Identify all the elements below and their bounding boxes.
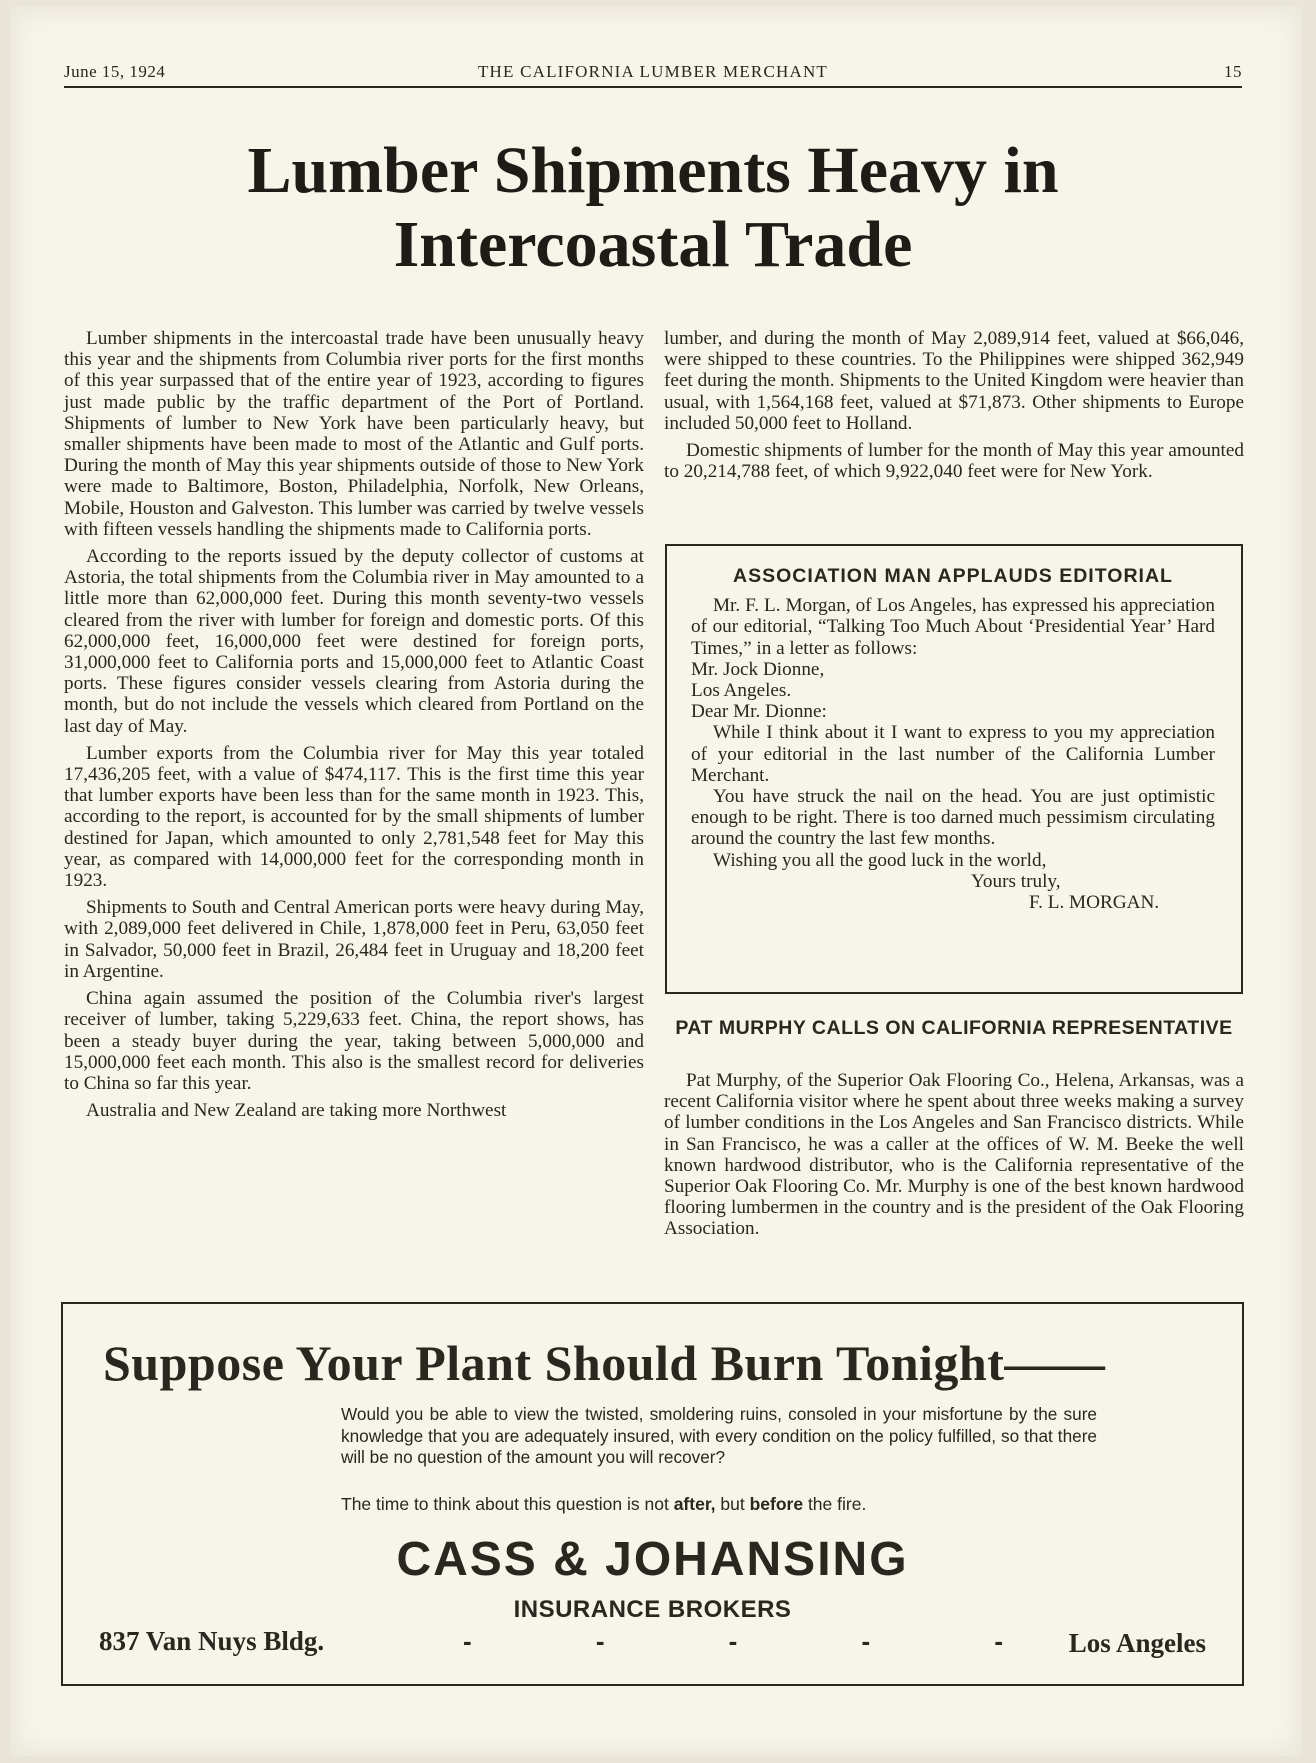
editorial-box xyxy=(665,544,1243,994)
dash: - xyxy=(861,1626,871,1656)
ad-text-segment: The time to think about this question is not xyxy=(341,1494,674,1514)
ad-address: 837 Van Nuys Bldg. xyxy=(99,1626,325,1656)
ad-firm-subtitle: INSURANCE BROKERS xyxy=(513,1596,792,1623)
letter-addressee: Mr. Jock Dionne, xyxy=(691,658,825,680)
article-paragraph: Pat Murphy, of the Superior Oak Flooring Co., Helena, Arkansas, was a recent California visitor where he spent about three weeks making a survey of lumber conditions in the Los Angeles and San Francisco districts. While in San Francisco, he was a caller at the offices of W. M. Beeke the well known hardwood distributor, who is the California representative of the Superior Oak Flooring Co. Mr. Murphy is one of the best known hardwood flooring lumbermen in the country and is the president of the Oak Flooring Association. xyxy=(664,1070,1244,1240)
letter-paragraph: Wishing you all the good luck in the world, xyxy=(713,849,1047,871)
article-paragraph: Lumber exports from the Columbia river for May this year totaled 17,436,205 feet, with a value of $474,117. This is the first time this year that lumber exports have been less than for the same month in 1923. This, according to the report, is accounted for by the small shipments of lumber destined for Japan, which amounted to only 2,781,548 feet for May this year, as compared with 14,000,000 feet for the corresponding month in 1923. xyxy=(64,742,644,892)
letter-signature: F. L. MORGAN. xyxy=(1029,892,1160,914)
letter-paragraph: You have struck the nail on the head. You are just optimistic enough to be right. There is too darned much pessimism circulating around the country the last few months. xyxy=(691,786,1215,850)
page-number: 15 xyxy=(1224,62,1242,81)
ad-emphasis-after: after, xyxy=(673,1494,716,1514)
murphy-article-body xyxy=(664,1070,1244,1240)
magazine-page xyxy=(10,6,1302,1756)
article-paragraph: Australia and New Zealand are taking more Northwest xyxy=(86,1100,507,1122)
letter-addressee-city: Los Angeles. xyxy=(691,680,792,702)
murphy-article-title: PAT MURPHY CALLS ON CALIFORNIA REPRESENTATIVE xyxy=(675,1017,1233,1039)
ad-body-text: Would you be able to view the twisted, smoldering ruins, consoled in your misfortune by the sure knowledge that you are adequately insured, with every condition on the policy fulfilled, so that there will be no question of the amount you will recover? xyxy=(341,1404,1097,1467)
ad-emphasis-before: before xyxy=(749,1494,804,1514)
article-paragraph: Lumber shipments in the intercoastal trade have been unusually heavy this year and the shipments from Columbia river ports for the first months of this year surpassed that of the entire year of 1923, according to figures just made public by the traffic department of the Port of Portland. Shipments of lumber to New York have been particularly heavy, but smaller shipments have been made to most of the Atlantic and Gulf ports. During the month of May this year shipments outside of those to New York were made to Baltimore, Boston, Philadelphia, Norfolk, New Orleans, Mobile, Houston and Galveston. This lumber was carried by twelve vessels with fifteen vessels handling the shipments made to California ports. xyxy=(64,328,644,540)
letter-salutation: Dear Mr. Dionne: xyxy=(691,701,827,723)
article-column-right xyxy=(664,328,1244,488)
article-paragraph: According to the reports issued by the deputy collector of customs at Astoria, the total shipments from the Columbia river in May amounted to a little more than 62,000,000 feet. During this month seventy-two vessels cleared from the river with lumber for foreign and domestic ports. Of this 62,000,000 feet, 16,000,000 feet were destined for foreign ports, 31,000,000 feet to California ports and 15,000,000 feet to Atlantic Coast ports. These figures consider vessels clearing from Astoria during the month, but do not include the vessels which cleared from Portland on the last day of May. xyxy=(64,546,644,737)
article-paragraph: China again assumed the position of the Columbia river's largest receiver of lumber, taking 5,229,633 feet. China, the report shows, has been a steady buyer during the year, taking between 5,000,000 and 15,000,000 feet each month. This also is the smallest record for deliveries to China so far this year. xyxy=(64,988,644,1094)
ad-text-segment: the fire. xyxy=(803,1494,867,1514)
editorial-box-title: ASSOCIATION MAN APPLAUDS EDITORIAL xyxy=(733,565,1173,587)
editorial-intro: Mr. F. L. Morgan, of Los Angeles, has expressed his appreciation of our editorial, “Talking Too Much About ‘Presidential Year’ Hard Times,” in a letter as follows: xyxy=(691,595,1215,659)
ad-text-segment: but xyxy=(715,1494,750,1514)
headline-line-2: Intercoastal Trade xyxy=(393,208,913,281)
article-headline xyxy=(64,134,1242,282)
ad-firm-name: CASS & JOHANSING xyxy=(396,1533,909,1586)
dash: - xyxy=(994,1626,1003,1656)
publication-name: THE CALIFORNIA LUMBER MERCHANT xyxy=(477,62,829,81)
article-paragraph: lumber, and during the month of May 2,089,914 feet, valued at $66,046, were shipped to these countries. To the Philippines were shipped 362,949 feet during the month. Shipments to the United Kingdom were heavier than usual, with 1,564,168 feet, valued at $71,873. Other shipments to Europe included 50,000 feet to Holland. xyxy=(664,328,1244,434)
headline-line-1: Lumber Shipments Heavy in xyxy=(247,134,1059,207)
letter-paragraph: While I think about it I want to express to you my appreciation of your editorial in the last number of the California Lumber Merchant. xyxy=(691,722,1215,786)
ad-body-text-2 xyxy=(341,1494,1097,1515)
dash: - xyxy=(463,1626,472,1656)
ad-headline: Suppose Your Plant Should Burn Tonight—— xyxy=(103,1335,1106,1391)
dash: - xyxy=(595,1626,605,1656)
letter-closing: Yours truly, xyxy=(971,870,1061,892)
dash: - xyxy=(728,1626,738,1656)
article-paragraph: Domestic shipments of lumber for the month of May this year amounted to 20,214,788 feet, of which 9,922,040 feet were for New York. xyxy=(664,440,1244,483)
article-paragraph: Shipments to South and Central American ports were heavy during May, with 2,089,000 feet delivered in Chile, 1,878,000 feet in Peru, 63,050 feet in Salvador, 50,000 feet in Brazil, 26,484 feet in Uruguay and 18,200 feet in Argentine. xyxy=(64,897,644,982)
insurance-advertisement xyxy=(61,1302,1244,1686)
article-column-left xyxy=(64,328,644,1127)
ad-dash-leader xyxy=(463,1626,1003,1657)
page-header xyxy=(64,62,1242,88)
ad-city: Los Angeles xyxy=(1068,1628,1206,1658)
issue-date: June 15, 1924 xyxy=(64,62,166,81)
